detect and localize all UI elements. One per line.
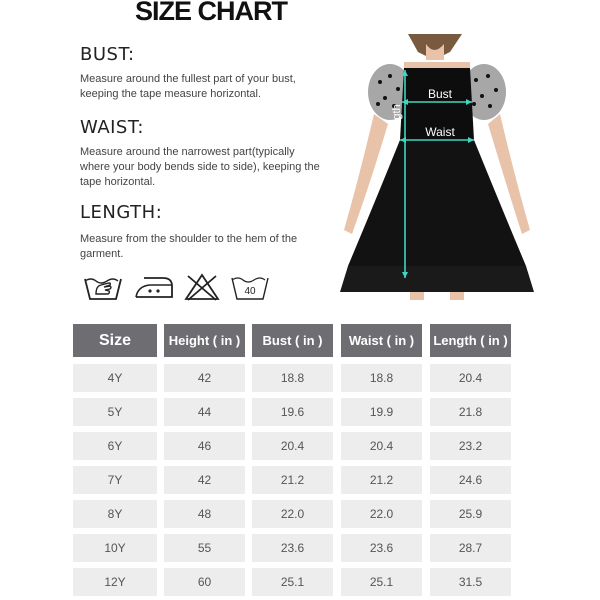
table-cell: 18.8 bbox=[252, 364, 333, 392]
waist-heading: WAIST: bbox=[80, 117, 144, 138]
bust-diagram-label: Bust bbox=[427, 87, 453, 101]
page-title: SIZE CHART bbox=[135, 0, 287, 26]
header-height: Height ( in ) bbox=[164, 324, 245, 357]
table-cell: 23.2 bbox=[430, 432, 511, 460]
bust-description: Measure around the fullest part of your bust, keeping the tape measure horizontal. bbox=[80, 73, 296, 100]
table-cell: 28.7 bbox=[430, 534, 511, 562]
waist-description: Measure around the narrowest part(typically where your body bends side to side), keeping the tape horizontal. bbox=[80, 146, 320, 188]
header-waist: Waist ( in ) bbox=[341, 324, 422, 357]
table-cell: 42 bbox=[164, 466, 245, 494]
header-bust: Bust ( in ) bbox=[252, 324, 333, 357]
hand-wash-icon bbox=[82, 272, 124, 302]
wash-temp-label: 40 bbox=[244, 286, 256, 297]
header-length: Length ( in ) bbox=[430, 324, 511, 357]
table-cell: 31.5 bbox=[430, 568, 511, 596]
table-cell: 10Y bbox=[73, 534, 157, 562]
table-cell: 24.6 bbox=[430, 466, 511, 494]
table-cell: 12Y bbox=[73, 568, 157, 596]
table-cell: 55 bbox=[164, 534, 245, 562]
table-cell: 20.4 bbox=[341, 432, 422, 460]
table-cell: 22.0 bbox=[341, 500, 422, 528]
length-description: Measure from the shoulder to the hem of the garment. bbox=[80, 233, 298, 260]
table-cell: 8Y bbox=[73, 500, 157, 528]
length-heading: LENGTH: bbox=[80, 202, 163, 223]
table-cell: 21.8 bbox=[430, 398, 511, 426]
length-diagram-label: Length bbox=[391, 104, 403, 138]
table-cell: 19.9 bbox=[341, 398, 422, 426]
table-cell: 6Y bbox=[73, 432, 157, 460]
waist-diagram-label: Waist bbox=[425, 125, 455, 139]
table-cell: 21.2 bbox=[252, 466, 333, 494]
dress-photo bbox=[330, 34, 562, 300]
do-not-bleach-icon bbox=[183, 272, 221, 302]
right-leg bbox=[450, 292, 464, 300]
dress-hem bbox=[340, 266, 534, 292]
header-size: Size bbox=[73, 324, 157, 357]
table-cell: 23.6 bbox=[341, 534, 422, 562]
table-cell: 7Y bbox=[73, 466, 157, 494]
table-cell: 23.6 bbox=[252, 534, 333, 562]
table-cell: 20.4 bbox=[430, 364, 511, 392]
table-cell: 20.4 bbox=[252, 432, 333, 460]
table-cell: 44 bbox=[164, 398, 245, 426]
iron-icon bbox=[132, 272, 176, 302]
left-leg bbox=[410, 292, 424, 300]
table-cell: 18.8 bbox=[341, 364, 422, 392]
table-cell: 48 bbox=[164, 500, 245, 528]
table-cell: 4Y bbox=[73, 364, 157, 392]
table-cell: 46 bbox=[164, 432, 245, 460]
table-cell: 60 bbox=[164, 568, 245, 596]
bust-heading: BUST: bbox=[80, 44, 135, 65]
table-cell: 21.2 bbox=[341, 466, 422, 494]
table-cell: 22.0 bbox=[252, 500, 333, 528]
table-cell: 25.9 bbox=[430, 500, 511, 528]
wash-40-icon bbox=[229, 272, 271, 302]
table-cell: 5Y bbox=[73, 398, 157, 426]
table-cell: 19.6 bbox=[252, 398, 333, 426]
table-cell: 42 bbox=[164, 364, 245, 392]
table-cell: 25.1 bbox=[341, 568, 422, 596]
table-cell: 25.1 bbox=[252, 568, 333, 596]
